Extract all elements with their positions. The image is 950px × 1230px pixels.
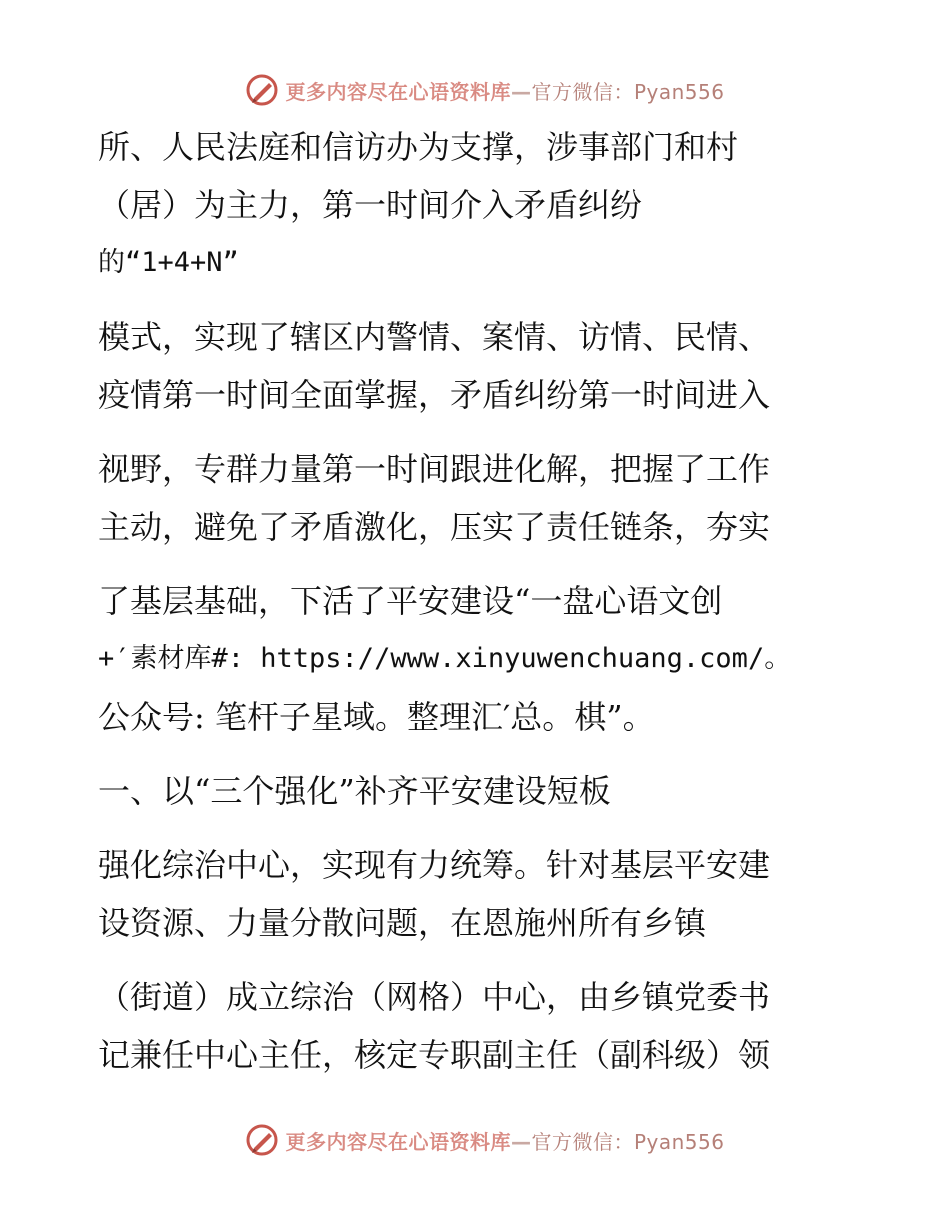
body-line: （街道）成立综治（网格）中心，由乡镇党委书 [98, 978, 771, 1016]
footer-lead-text: 更多内容尽在心语资料库 [285, 1129, 511, 1154]
header-lead-text: 更多内容尽在心语资料库 [285, 79, 511, 104]
body-line: 所、人民法庭和信访办为支撑，涉事部门和村 [98, 128, 739, 166]
body-line: 模式，实现了辖区内警情、案情、访情、民情、 [98, 318, 771, 356]
header-banner [0, 70, 950, 110]
body-line: 视野，专群力量第一时间跟进化解，把握了工作 [98, 450, 771, 488]
footer-banner-text [285, 1126, 724, 1155]
header-banner-inner [245, 73, 724, 107]
body-line: 的“1+4+N” [98, 247, 239, 278]
body-line: 主动，避免了矛盾激化，压实了责任链条，夯实 [98, 508, 771, 546]
body-line: 了基层基础，下活了平安建设“一盘心语文创 [98, 582, 723, 620]
section-heading: 一、以“三个强化”补齐平安建设短板 [98, 772, 611, 810]
pen-logo-icon [245, 73, 279, 107]
body-line: 记兼任中心主任，核定专职副主任（副科级）领 [98, 1036, 771, 1074]
body-line: 公众号: 笔杆子星域。整理汇′总。棋”。 [98, 698, 655, 736]
body-line: 设资源、力量分散问题，在恩施州所有乡镇 [98, 904, 707, 942]
header-wechat-text: 官方微信：Pyan556 [531, 79, 725, 104]
body-line: 强化综治中心，实现有力统筹。针对基层平安建 [98, 846, 771, 884]
body-line: （居）为主力，第一时间介入矛盾纠纷 [98, 186, 643, 224]
header-banner-text [285, 76, 724, 105]
body-line-url: +′素材库#: https://www.xinyuwenchuang.com/。 [98, 643, 792, 674]
header-separator: — [510, 79, 532, 104]
footer-banner-inner [245, 1123, 724, 1157]
footer-banner [0, 1120, 950, 1160]
pen-logo-icon [245, 1123, 279, 1157]
footer-separator: — [510, 1129, 532, 1154]
body-line: 疫情第一时间全面掌握，矛盾纠纷第一时间进入 [98, 376, 771, 414]
footer-wechat-text: 官方微信：Pyan556 [531, 1129, 725, 1154]
